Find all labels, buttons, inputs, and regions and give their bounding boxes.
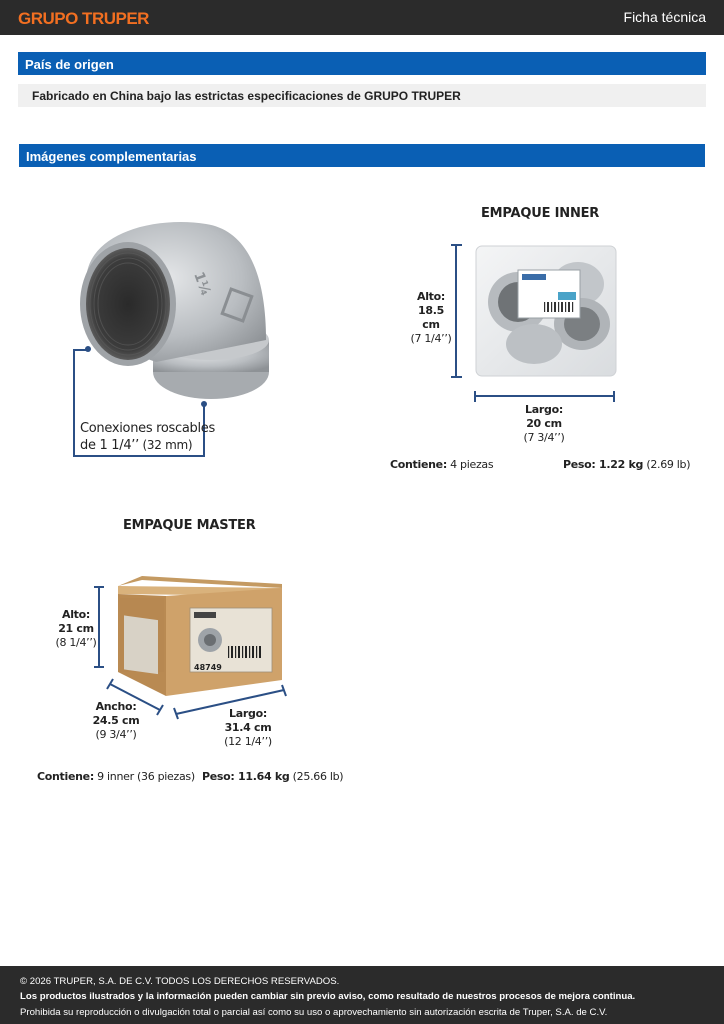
inner-alto-in: (7 1/4’’) (410, 332, 452, 346)
section-images-title: Imágenes complementarias (19, 144, 705, 167)
master-ancho-title: Ancho: (95, 700, 137, 713)
master-ancho-in: (9 3/4’’) (95, 728, 137, 742)
inner-largo-tick-right (613, 391, 615, 402)
master-contiene-value: 9 inner (36 piezas) (93, 770, 195, 783)
master-peso (202, 770, 343, 784)
master-peso-lb: (25.66 lb) (289, 770, 344, 783)
inner-contiene (390, 458, 493, 472)
inner-contiene-label: Contiene: (390, 458, 447, 471)
section-origin-title: País de origen (18, 52, 706, 75)
master-largo-label (220, 707, 276, 749)
origin-text: Fabricado en China bajo las estrictas especificaciones de GRUPO TRUPER (18, 84, 706, 107)
master-alto-cm: 21 cm (58, 622, 94, 636)
master-ancho-label (90, 700, 142, 742)
inner-alto-label (408, 290, 454, 346)
inner-title: EMPAQUE INNER (481, 206, 600, 221)
master-largo-in: (12 1/4’’) (224, 735, 272, 749)
inner-largo-title: Largo: (525, 403, 563, 416)
inner-largo-cm: 20 cm (526, 417, 562, 431)
master-alto-line (98, 586, 100, 668)
master-box-code: 48749 (194, 663, 222, 672)
master-alto-title: Alto: (62, 608, 90, 621)
inner-largo-in: (7 3/4’’) (523, 431, 565, 445)
inner-largo-label (514, 403, 574, 445)
inner-alto-title: Alto: (417, 290, 445, 303)
top-bar (0, 0, 724, 35)
callout-mm: (32 mm) (138, 438, 193, 453)
footer-copyright: © 2026 TRUPER, S.A. DE C.V. TODOS LOS DERECHOS RESERVADOS. (20, 976, 340, 987)
inner-peso-value: 1.22 kg (595, 458, 644, 471)
brand-logo: GRUPO TRUPER (18, 9, 149, 28)
master-contiene-label: Contiene: (37, 770, 94, 783)
callout-title: Conexiones roscables (80, 421, 215, 436)
product-callout (80, 420, 215, 454)
master-largo-cm: 31.4 cm (224, 721, 272, 735)
callout-line-top (73, 349, 88, 351)
inner-package-image (474, 244, 618, 378)
inner-largo-line (474, 395, 615, 397)
master-alto-tick-bottom (94, 666, 104, 668)
document-type: Ficha técnica (623, 9, 706, 25)
inner-peso-lb: (2.69 lb) (643, 458, 691, 471)
inner-alto-tick-bottom (451, 376, 462, 378)
master-peso-label: Peso: (202, 770, 235, 783)
inner-alto-cm: 18.5 cm (418, 304, 444, 332)
master-ancho-cm: 24.5 cm (92, 714, 140, 728)
inner-peso (563, 458, 690, 472)
master-contiene (37, 770, 195, 784)
elbow-fitting-image (66, 212, 276, 404)
master-alto-label (54, 608, 98, 650)
master-alto-in: (8 1/4’’) (55, 636, 97, 650)
callout-line-bottom (73, 455, 205, 457)
master-largo-title: Largo: (229, 707, 267, 720)
callout-size: de 1 1/4’’ (80, 438, 139, 454)
master-title: EMPAQUE MASTER (123, 518, 256, 533)
inner-peso-label: Peso: (563, 458, 596, 471)
footer-notice: Los productos ilustrados y la información pueden cambiar sin previo aviso, como resultado de nuestros procesos de mejora continua. (20, 991, 636, 1003)
footer (0, 966, 724, 1024)
svg-text:1¼: 1¼ (190, 269, 214, 299)
inner-contiene-value: 4 piezas (446, 458, 494, 471)
footer-prohibition: Prohibida su reproducción o divulgación total o parcial así como su uso o aprovechamiento sin autorización escrita de Truper, S.A. de C.V. (20, 1006, 608, 1018)
master-peso-value: 11.64 kg (234, 770, 290, 783)
inner-alto-line (455, 244, 457, 378)
callout-line-left (73, 349, 75, 457)
